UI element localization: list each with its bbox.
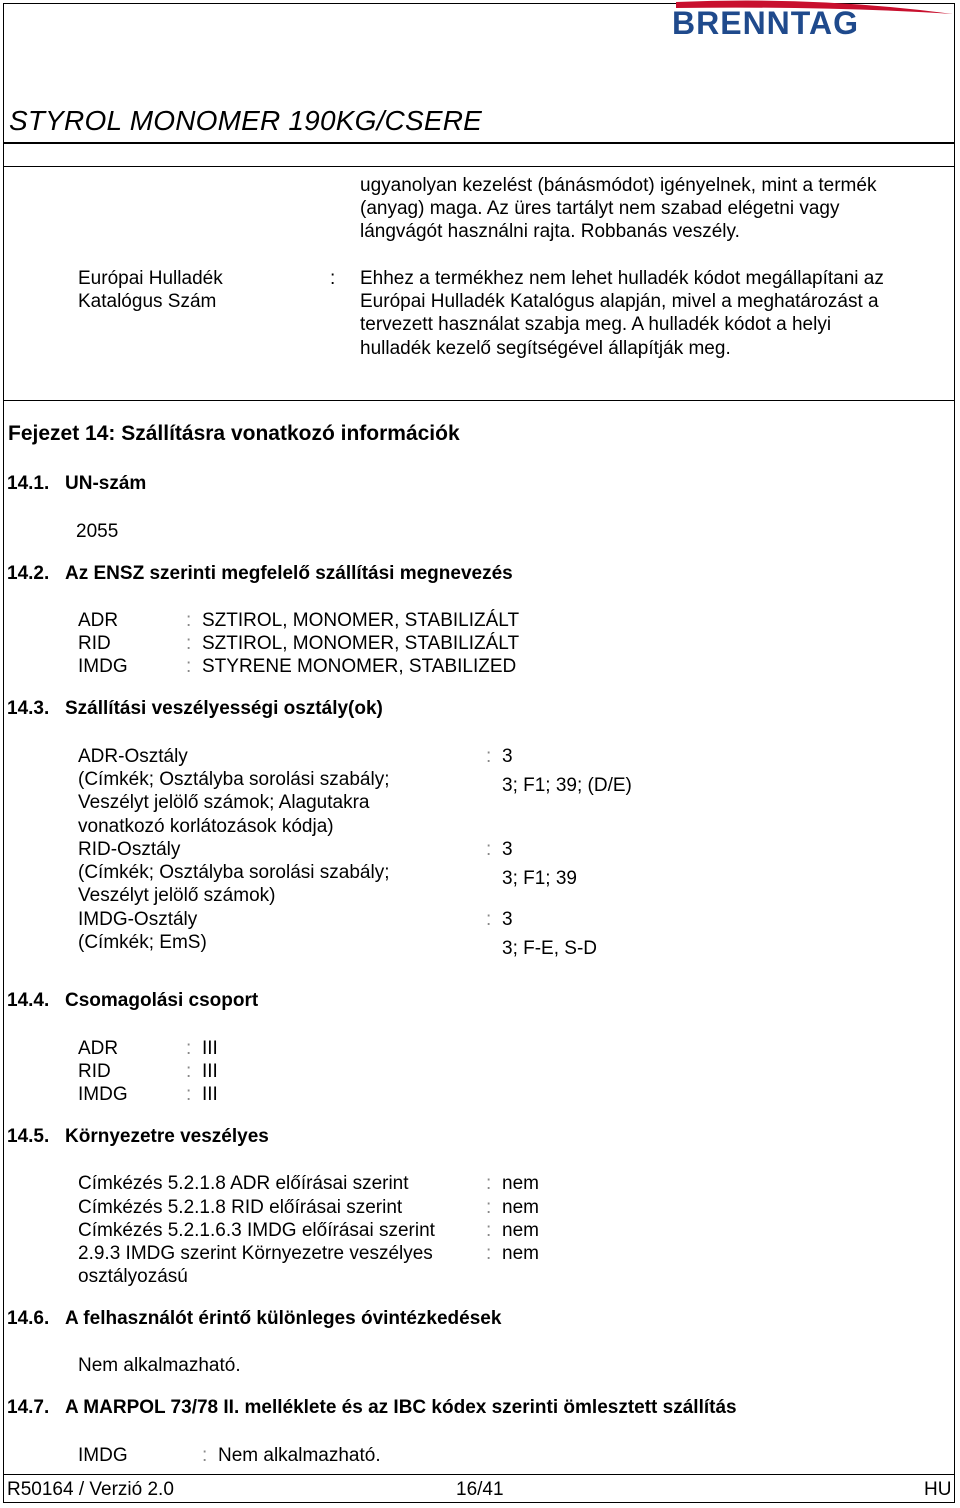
env-label-rid: Címkézés 5.2.1.8 RID előírásai szerint: [78, 1197, 403, 1218]
marpol-value-imdg: Nem alkalmazható.: [218, 1445, 381, 1466]
env-value-rid: nem: [502, 1197, 539, 1218]
shipping-name-label-rid: RID: [78, 633, 111, 654]
packing-label-adr: ADR: [78, 1038, 119, 1059]
imdg-sub-line: (Címkék; EmS): [78, 932, 207, 953]
shipping-name-colon-imdg: :: [186, 656, 192, 677]
adr-sub-line-2: Veszélyt jelölő számok; Alagutakra: [78, 792, 370, 813]
un-number-value: 2055: [76, 521, 119, 542]
packing-colon-rid: :: [186, 1061, 192, 1082]
packing-value-adr: III: [202, 1038, 218, 1059]
adr-sub-value: 3; F1; 39; (D/E): [502, 775, 632, 796]
chapter-title: Fejezet 14: Szállításra vonatkozó információk: [8, 422, 460, 445]
env-colon-adr: :: [486, 1173, 492, 1194]
ewc-value-line-3: tervezett használat szabja meg. A hulladék kódot a helyi: [360, 314, 832, 335]
shipping-name-label-adr: ADR: [78, 610, 119, 631]
ewc-value-line-1: Ehhez a termékhez nem lehet hulladék kódot megállapítani az: [360, 268, 884, 289]
imdg-class-colon: :: [486, 909, 492, 930]
env-value-adr: nem: [502, 1173, 539, 1194]
footer-language: HU: [924, 1479, 952, 1500]
env-label-imdg: Címkézés 5.2.1.6.3 IMDG előírásai szerint: [78, 1220, 435, 1241]
packing-value-rid: III: [202, 1061, 218, 1082]
rid-class-colon: :: [486, 839, 492, 860]
env-value-imdg-classification: nem: [502, 1243, 539, 1264]
special-precautions-value: Nem alkalmazható.: [78, 1355, 241, 1376]
packing-colon-imdg: :: [186, 1084, 192, 1105]
section-14-3-number: 14.3.: [7, 698, 50, 719]
adr-class-label: ADR-Osztály: [78, 746, 188, 767]
imdg-class-value: 3: [502, 909, 513, 930]
section-14-7-number: 14.7.: [7, 1397, 50, 1418]
shipping-name-value-rid: SZTIROL, MONOMER, STABILIZÁLT: [202, 633, 520, 654]
packing-value-imdg: III: [202, 1084, 218, 1105]
footer-doc-id: R50164 / Verzió 2.0: [7, 1479, 174, 1500]
title-separator-thin: [4, 166, 954, 167]
rid-sub-line-1: (Címkék; Osztályba sorolási szabály;: [78, 862, 390, 883]
section-14-5-number: 14.5.: [7, 1126, 50, 1147]
section-14-2-number: 14.2.: [7, 563, 50, 584]
imdg-class-label: IMDG-Osztály: [78, 909, 198, 930]
waste-text-line-3: lángvágót használni rajta. Robbanás veszély.: [360, 221, 740, 242]
document-title: STYROL MONOMER 190KG/CSERE: [9, 105, 483, 136]
packing-label-imdg: IMDG: [78, 1084, 128, 1105]
ewc-colon: :: [330, 268, 336, 289]
section-14-1-number: 14.1.: [7, 473, 50, 494]
adr-sub-line-1: (Címkék; Osztályba sorolási szabály;: [78, 769, 390, 790]
adr-class-colon: :: [486, 746, 492, 767]
section-14-5-title: Környezetre veszélyes: [65, 1126, 269, 1147]
waste-text-line-1: ugyanolyan kezelést (bánásmódot) igényelnek, mint a termék: [360, 175, 877, 196]
waste-text-line-2: (anyag) maga. Az üres tartályt nem szabad elégetni vagy: [360, 198, 840, 219]
env-colon-imdg-classification: :: [486, 1243, 492, 1264]
section-14-7-title: A MARPOL 73/78 II. melléklete és az IBC kódex szerinti ömlesztett szállítás: [65, 1397, 737, 1418]
section-14-1-title: UN-szám: [65, 473, 147, 494]
packing-colon-adr: :: [186, 1038, 192, 1059]
shipping-name-colon-adr: :: [186, 610, 192, 631]
title-separator-thick: [4, 142, 954, 144]
footer-separator: [4, 1474, 954, 1475]
section-14-6-number: 14.6.: [7, 1308, 50, 1329]
ewc-label-line-2: Katalógus Szám: [78, 291, 217, 312]
imdg-sub-value: 3; F-E, S-D: [502, 938, 598, 959]
adr-class-value: 3: [502, 746, 513, 767]
chapter-separator: [4, 400, 954, 401]
section-14-6-title: A felhasználót érintő különleges óvintézkedések: [65, 1308, 502, 1329]
marpol-label-imdg: IMDG: [78, 1445, 128, 1466]
shipping-name-value-adr: SZTIROL, MONOMER, STABILIZÁLT: [202, 610, 520, 631]
section-14-3-title: Szállítási veszélyességi osztály(ok): [65, 698, 383, 719]
footer-page-number: 16/41: [456, 1479, 504, 1500]
ewc-value-line-2: Európai Hulladék Katalógus alapján, mivel a meghatározást a: [360, 291, 879, 312]
env-colon-imdg: :: [486, 1220, 492, 1241]
section-14-4-number: 14.4.: [7, 990, 50, 1011]
ewc-label-line-1: Európai Hulladék: [78, 268, 223, 289]
env-label-imdg-classification: 2.9.3 IMDG szerint Környezetre veszélyes: [78, 1243, 433, 1264]
logo-text: BRENNTAG: [672, 5, 859, 41]
section-14-4-title: Csomagolási csoport: [65, 990, 259, 1011]
env-label-adr: Címkézés 5.2.1.8 ADR előírásai szerint: [78, 1173, 409, 1194]
rid-sub-line-2: Veszélyt jelölő számok): [78, 885, 276, 906]
brenntag-logo: [668, 0, 958, 44]
rid-class-label: RID-Osztály: [78, 839, 181, 860]
shipping-name-label-imdg: IMDG: [78, 656, 128, 677]
env-colon-rid: :: [486, 1197, 492, 1218]
shipping-name-value-imdg: STYRENE MONOMER, STABILIZED: [202, 656, 517, 677]
rid-sub-value: 3; F1; 39: [502, 868, 577, 889]
shipping-name-colon-rid: :: [186, 633, 192, 654]
env-label-imdg-classification-cont: osztályozású: [78, 1266, 188, 1287]
section-14-2-title: Az ENSZ szerinti megfelelő szállítási megnevezés: [65, 563, 513, 584]
rid-class-value: 3: [502, 839, 513, 860]
adr-sub-line-3: vonatkozó korlátozások kódja): [78, 816, 334, 837]
env-value-imdg: nem: [502, 1220, 539, 1241]
ewc-value-line-4: hulladék kezelő segítségével állapítják meg.: [360, 338, 731, 359]
marpol-colon-imdg: :: [202, 1445, 208, 1466]
packing-label-rid: RID: [78, 1061, 111, 1082]
